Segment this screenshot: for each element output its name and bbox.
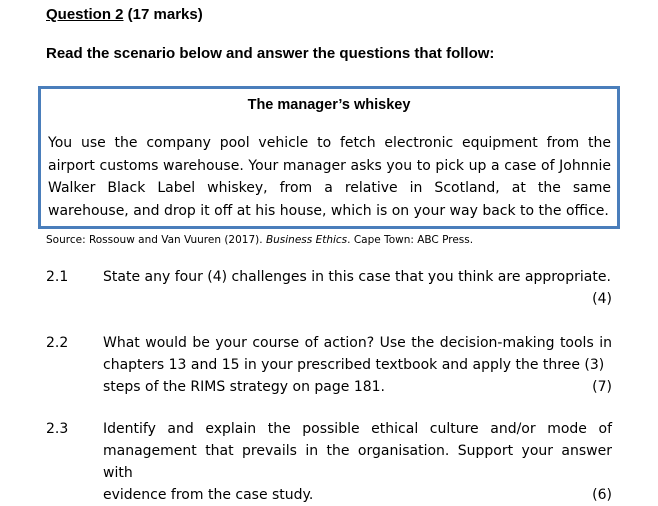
subquestion-text: Identify and explain the possible ethical culture and/or mode of management that prevails in the organisation. Support your answer with — [103, 421, 612, 481]
question-label: Question 2 — [46, 6, 124, 23]
subquestion-last-line: evidence from the case study. — [103, 487, 314, 503]
scenario-title: The manager’s whiskey — [247, 97, 411, 113]
source-prefix: Source: Rossouw and Van Vuuren (2017). — [46, 234, 266, 246]
instruction-text: Read the scenario below and answer the questions that follow: — [46, 45, 495, 62]
subquestion-2-1 — [46, 266, 612, 310]
scenario-box — [38, 86, 620, 229]
subquestion-text: State any four (4) challenges in this case that you think are appropriate. — [103, 269, 611, 285]
subquestion-text: What would be your course of action? Use the decision-making tools in chapters 13 and 15 in your prescribed textbook and apply the three (3) — [103, 335, 612, 373]
source-suffix: . Cape Town: ABC Press. — [347, 234, 474, 246]
question-marks: (17 marks) — [123, 6, 203, 23]
subquestion-2-2 — [46, 332, 612, 398]
scenario-text: You use the company pool vehicle to fetch electronic equipment from the airport customs warehouse. Your manager asks you to pick up a case of Johnnie Walker Black Label whiskey, from a relative in Scotland, at the same warehouse, and drop it off at his house, which is on your way back to the office. — [48, 135, 611, 219]
question-heading — [46, 6, 203, 23]
subquestion-number: 2.3 — [46, 421, 69, 437]
subquestion-marks: (7) — [592, 379, 612, 395]
subquestion-number: 2.2 — [46, 335, 69, 351]
source-citation — [46, 234, 473, 246]
subquestion-marks: (6) — [592, 487, 612, 503]
source-title: Business Ethics — [265, 234, 348, 246]
subquestion-last-line: steps of the RIMS strategy on page 181. — [103, 379, 385, 395]
subquestion-number: 2.1 — [46, 269, 69, 285]
subquestion-marks: (4) — [592, 291, 612, 307]
